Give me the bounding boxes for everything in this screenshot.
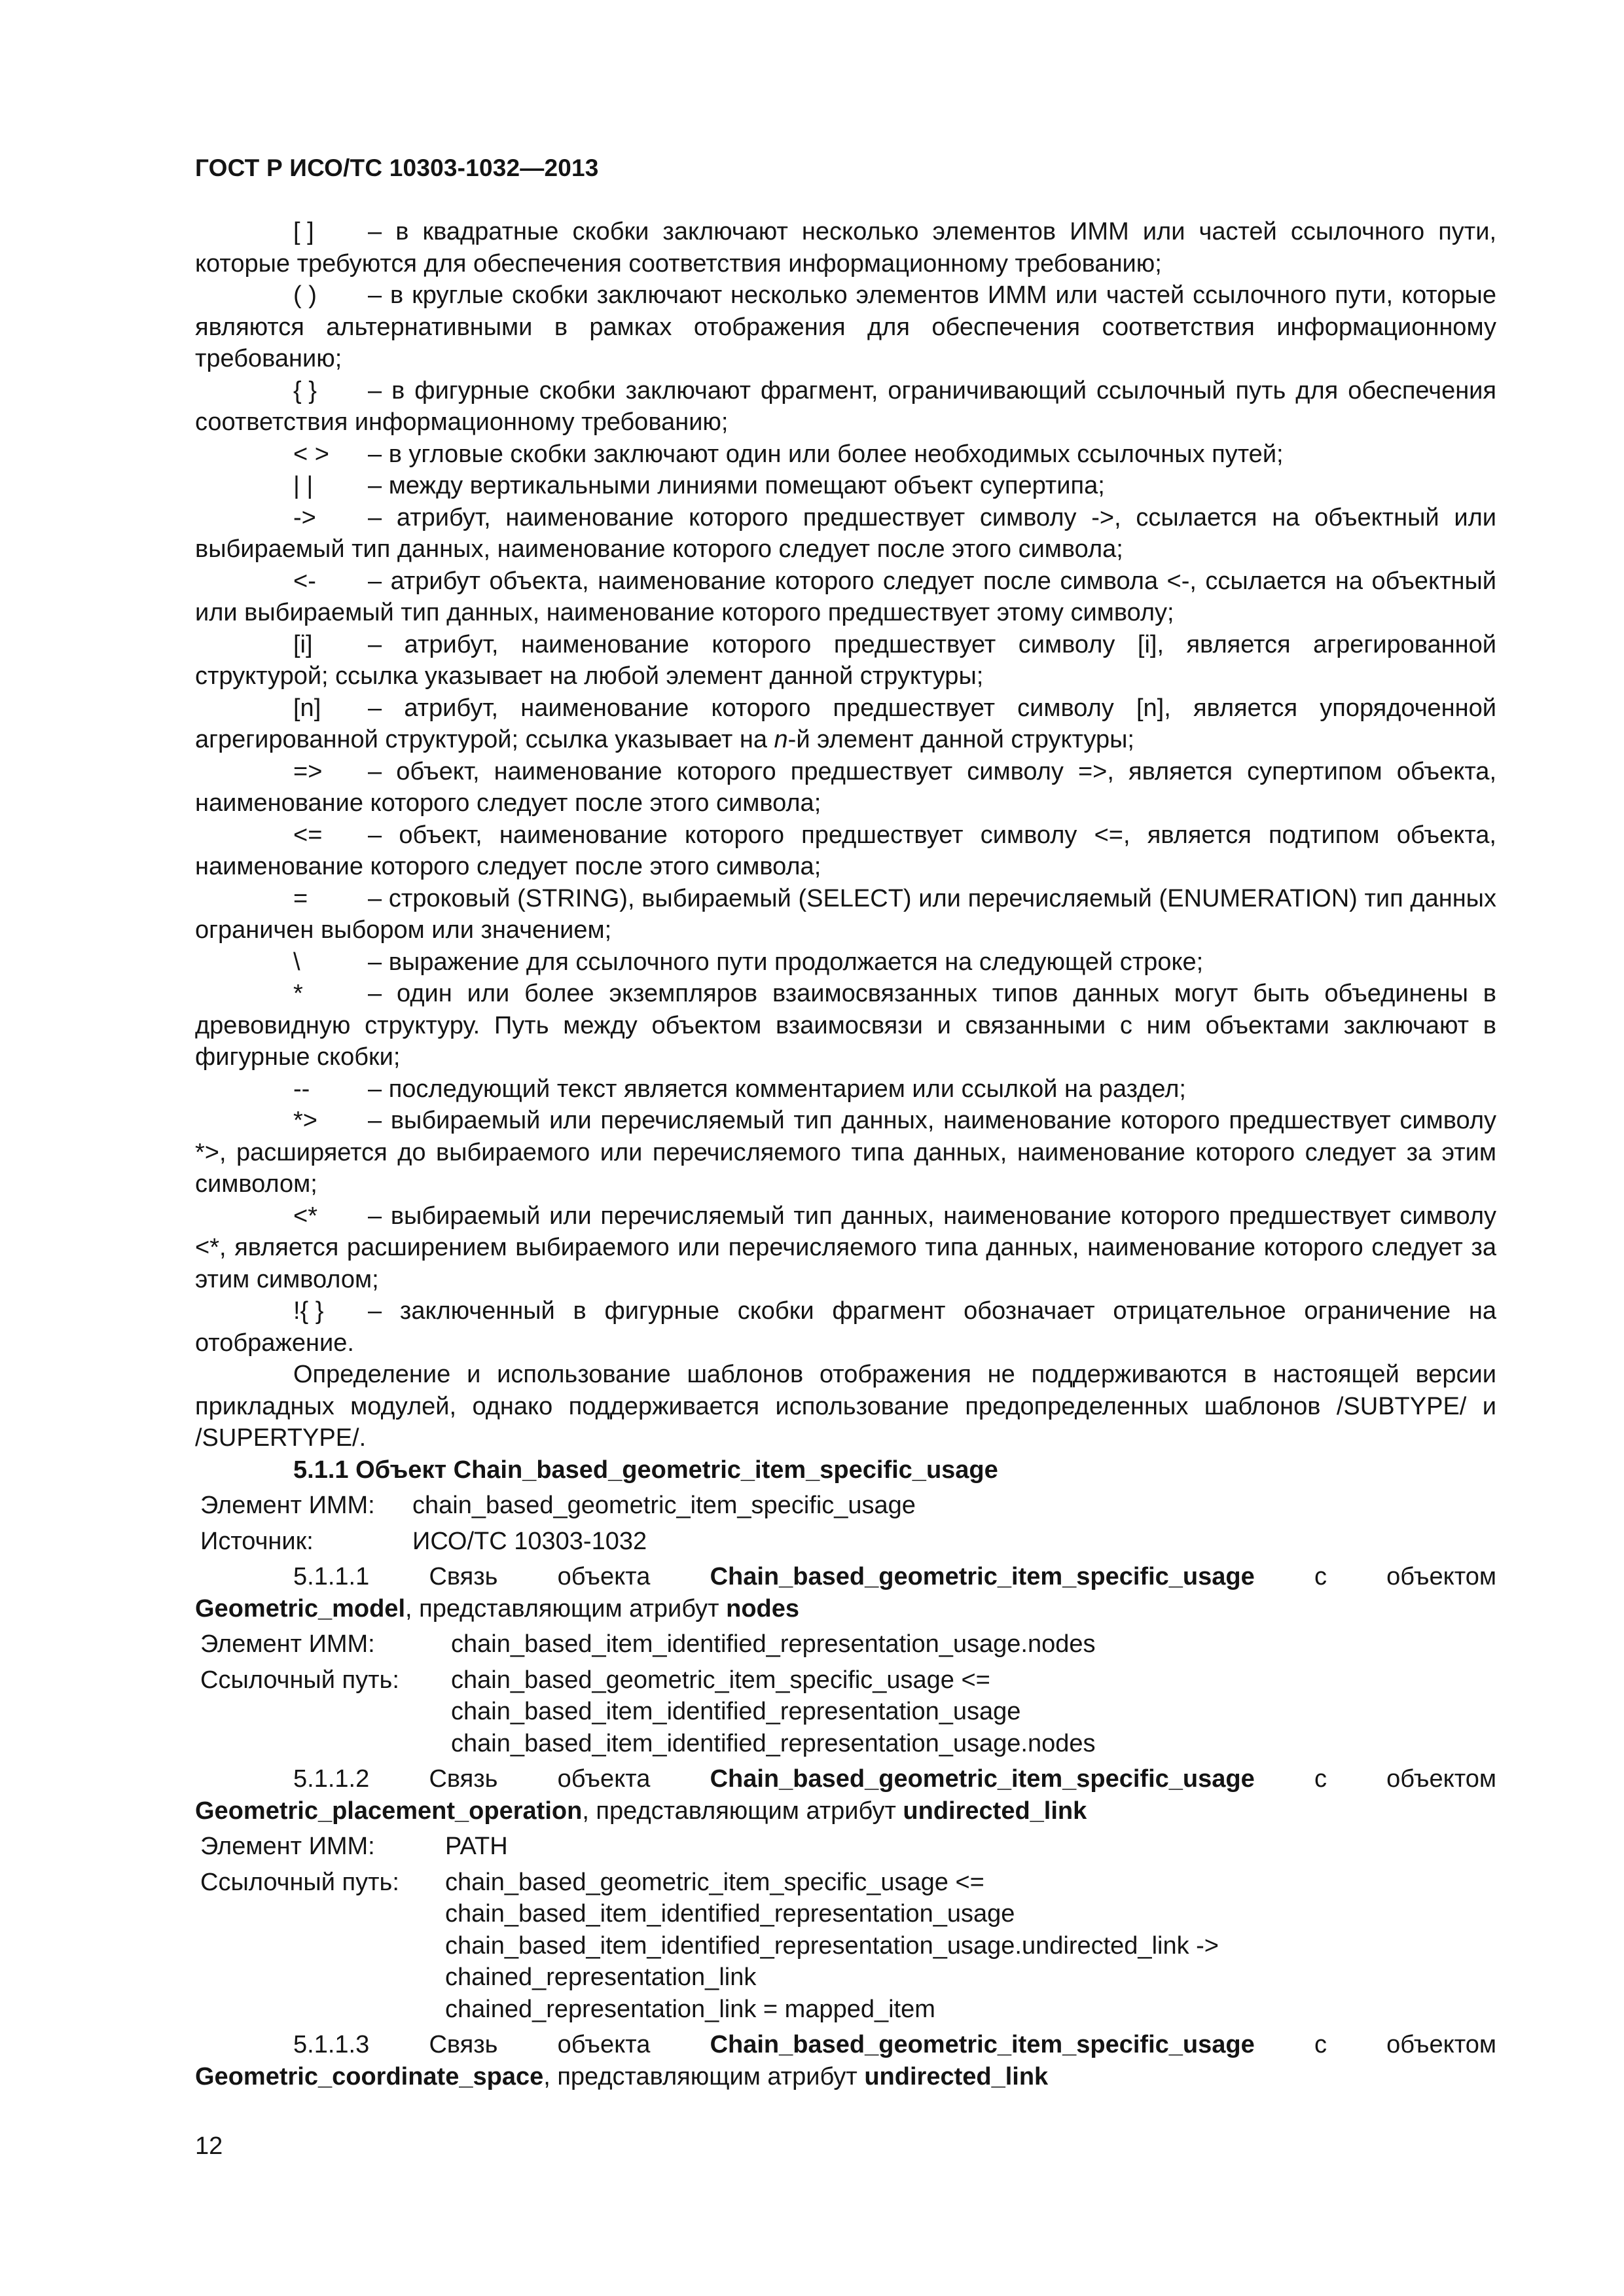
section-source-row	[200, 1526, 1496, 1558]
definition-text: – в круглые скобки заключают несколько элементов ИММ или частей ссылочного пути, которые являются альтернативными в рамках отображения для обеспечения соответствия информационному требованию;	[195, 281, 1496, 372]
clause-heading-line-2	[195, 1795, 1496, 1827]
clause-path-row	[200, 1867, 1496, 2026]
definition-item	[195, 470, 1496, 502]
path-line: chain_based_item_identified_representation_usage.nodes	[451, 1729, 1096, 1757]
definition-item	[195, 978, 1496, 1073]
path-value	[445, 1867, 1496, 2026]
definition-symbol: | |	[293, 472, 314, 499]
definition-text: – один или более экземпляров взаимосвязанных типов данных могут быть объединены в древовидную структуру. Путь между объектом взаимосвязи и связанными с ним объектами заключают в фигурные скобки;	[195, 980, 1496, 1071]
clause-number: 5.1.1.3	[293, 2031, 370, 2058]
definition-item	[195, 375, 1496, 439]
definition-item	[195, 883, 1496, 946]
clause-object: Chain_based_geometric_item_specific_usage	[710, 1563, 1255, 1590]
definition-text: – между вертикальными линиями помещают объект супертипа;	[368, 472, 1105, 499]
definition-symbol: --	[293, 1075, 310, 1103]
definition-symbol: \	[293, 948, 300, 976]
definition-symbol: =	[293, 884, 308, 912]
clause-target: Geometric_model	[195, 1594, 405, 1623]
path-line: chain_based_geometric_item_specific_usage <=	[445, 1868, 984, 1896]
definition-item	[195, 1073, 1496, 1105]
clause	[195, 2029, 1496, 2092]
definition-text: – атрибут, наименование которого предшествует символу [n], является упорядоченной агрегированной структурой; ссылка указывает на	[195, 694, 1496, 753]
definition-text: – выражение для ссылочного пути продолжается на следующей строке;	[368, 948, 1204, 976]
clause-word: объектом	[1386, 2031, 1496, 2058]
element-label: Элемент ИММ:	[200, 1630, 375, 1658]
definition-text: n	[774, 726, 788, 753]
definition-text: -й элемент данной структуры;	[787, 726, 1134, 753]
element-value: chain_based_item_identified_representation_usage.nodes	[451, 1630, 1096, 1658]
definition-item	[195, 1105, 1496, 1200]
path-line: chain_based_geometric_item_specific_usage <=	[451, 1666, 990, 1694]
clause-heading-line	[195, 2029, 1496, 2061]
clause-word: объекта	[557, 2031, 651, 2058]
clause-attribute: undirected_link	[864, 2062, 1049, 2090]
definition-item	[195, 565, 1496, 629]
section-element-row	[200, 1490, 1496, 1522]
clause-object: Chain_based_geometric_item_specific_usage	[710, 2031, 1255, 2058]
definition-text: – объект, наименование которого предшествует символу =>, является супертипом объекта, наименование которого следует после этого символа;	[195, 757, 1496, 817]
definition-text: – строковый (STRING), выбираемый (SELECT) или перечисляемый (ENUMERATION) тип данных ограничен выбором или значением;	[195, 884, 1496, 944]
clause-heading-line-2	[195, 1593, 1496, 1625]
path-label: Ссылочный путь:	[200, 1868, 399, 1896]
clause-heading-line	[195, 1763, 1496, 1795]
clauses	[195, 1561, 1496, 2092]
definition-item	[195, 279, 1496, 375]
definition-item	[195, 1200, 1496, 1296]
definition-item	[195, 756, 1496, 819]
definition-text: – атрибут, наименование которого предшествует символу [i], является агрегированной структурой; ссылка указывает на любой элемент данной структуры;	[195, 630, 1496, 690]
source-label: Источник:	[200, 1527, 314, 1555]
element-label: Элемент ИММ:	[200, 1833, 375, 1860]
definition-symbol: <=	[293, 821, 323, 849]
path-line: chain_based_item_identified_representation_usage	[451, 1698, 1021, 1725]
definition-symbol: [i]	[293, 630, 313, 658]
definition-item	[195, 439, 1496, 471]
definition-symbol: ( )	[293, 281, 317, 309]
clause-word: с	[1314, 1765, 1327, 1793]
element-value: PATH	[445, 1833, 508, 1860]
definition-item	[195, 819, 1496, 883]
notation-definitions	[195, 216, 1496, 1359]
definition-symbol: *	[293, 980, 303, 1007]
definition-text: – атрибут объекта, наименование которого следует после символа <-, ссылается на объектный или выбираемый тип данных, наименование которого предшествует этому символу;	[195, 567, 1496, 626]
clause-target: Geometric_placement_operation	[195, 1797, 583, 1825]
clause-word: Связь	[429, 1563, 498, 1590]
clause-element-row	[200, 1628, 1496, 1660]
definition-text: – в угловые скобки заключают один или более необходимых ссылочных путей;	[368, 440, 1284, 468]
definition-text: – выбираемый или перечисляемый тип данных, наименование которого предшествует символу *>, расширяется до выбираемого или перечисляемого типа данных, наименование которого следует за этим символом;	[195, 1107, 1496, 1198]
clause-word: с	[1314, 1563, 1327, 1590]
clause-heading-line	[195, 1561, 1496, 1593]
definition-text: – в квадратные скобки заключают несколько элементов ИММ или частей ссылочного пути, которые требуются для обеспечения соответствия информационному требованию;	[195, 218, 1496, 278]
definition-text: – выбираемый или перечисляемый тип данных, наименование которого предшествует символу <*, является расширением выбираемого или перечисляемого типа данных, наименование которого следует за этим символом;	[195, 1202, 1496, 1293]
definition-symbol: [n]	[293, 694, 321, 722]
definition-text: – объект, наименование которого предшествует символу <=, является подтипом объекта, наименование которого следует после этого символа;	[195, 821, 1496, 880]
definition-symbol: =>	[293, 757, 323, 785]
document-body	[195, 216, 1496, 2092]
clause-attribute: nodes	[726, 1594, 800, 1623]
clause-word: объекта	[557, 1765, 651, 1793]
clause-target: Geometric_coordinate_space	[195, 2062, 544, 2090]
clause-attribute: undirected_link	[903, 1797, 1087, 1825]
clause-number: 5.1.1.2	[293, 1765, 370, 1793]
path-label: Ссылочный путь:	[200, 1666, 399, 1694]
definition-symbol: <-	[293, 567, 316, 595]
definition-symbol: ->	[293, 503, 316, 531]
definition-symbol: { }	[293, 376, 317, 404]
path-line: chained_representation_link	[445, 1964, 757, 1991]
templates-paragraph: Определение и использование шаблонов отображения не поддерживаются в настоящей версии прикладных модулей, однако поддерживается использование предопределенных шаблонов /SUBTYPE/ и /SUPERTYPE/.	[195, 1361, 1496, 1452]
clause-heading-line-2	[195, 2061, 1496, 2093]
definition-text: – последующий текст является комментарием или ссылкой на раздел;	[368, 1075, 1186, 1103]
clause-text: , представляющим атрибут	[405, 1594, 727, 1623]
page-number: 12	[195, 2132, 223, 2160]
clause-word: объектом	[1386, 1563, 1496, 1590]
clause-text: , представляющим атрибут	[582, 1797, 903, 1825]
path-line: chain_based_item_identified_representation_usage	[445, 1900, 1015, 1928]
clause	[195, 1763, 1496, 1827]
definition-symbol: < >	[293, 440, 329, 468]
definition-symbol: <*	[293, 1202, 317, 1230]
definition-text: – атрибут, наименование которого предшествует символу ->, ссылается на объектный или выбираемый тип данных, наименование которого следует после этого символа;	[195, 503, 1496, 563]
definition-symbol: *>	[293, 1107, 317, 1134]
clause-word: с	[1314, 2031, 1327, 2058]
definition-item	[195, 502, 1496, 565]
definition-symbol: [ ]	[293, 218, 314, 245]
clause-word: Связь	[429, 2031, 498, 2058]
definition-item	[195, 216, 1496, 279]
definition-text: – заключенный в фигурные скобки фрагмент обозначает отрицательное ограничение на отображение.	[195, 1297, 1496, 1357]
section-title: 5.1.1 Объект Chain_based_geometric_item_specific_usage	[293, 1456, 998, 1484]
definition-item	[195, 946, 1496, 978]
definition-item	[195, 629, 1496, 692]
clause-number: 5.1.1.1	[293, 1563, 370, 1590]
clause-text: , представляющим атрибут	[543, 2062, 865, 2090]
clause-element-row	[200, 1831, 1496, 1863]
definition-symbol: !{ }	[293, 1297, 324, 1325]
path-line: chain_based_item_identified_representation_usage.undirected_link ->	[445, 1931, 1219, 1960]
clause-word: объектом	[1386, 1765, 1496, 1793]
path-line: chained_representation_link = mapped_item	[445, 1995, 935, 2023]
clause-path-row	[200, 1664, 1496, 1760]
definition-item	[195, 1295, 1496, 1359]
source-value: ИСО/ТС 10303-1032	[412, 1527, 647, 1555]
definition-text: – в фигурные скобки заключают фрагмент, ограничивающий ссылочный путь для обеспечения соответствия информационному требованию;	[195, 376, 1496, 436]
document-header: ГОСТ Р ИСО/ТС 10303-1032—2013	[195, 154, 599, 181]
clause-word: объекта	[557, 1563, 651, 1590]
clause-word: Связь	[429, 1765, 498, 1793]
element-value: chain_based_geometric_item_specific_usage	[412, 1492, 916, 1519]
element-label: Элемент ИММ:	[200, 1492, 375, 1519]
clause-object: Chain_based_geometric_item_specific_usage	[710, 1765, 1255, 1793]
definition-item	[195, 692, 1496, 756]
path-value	[451, 1664, 1496, 1760]
clause	[195, 1561, 1496, 1624]
